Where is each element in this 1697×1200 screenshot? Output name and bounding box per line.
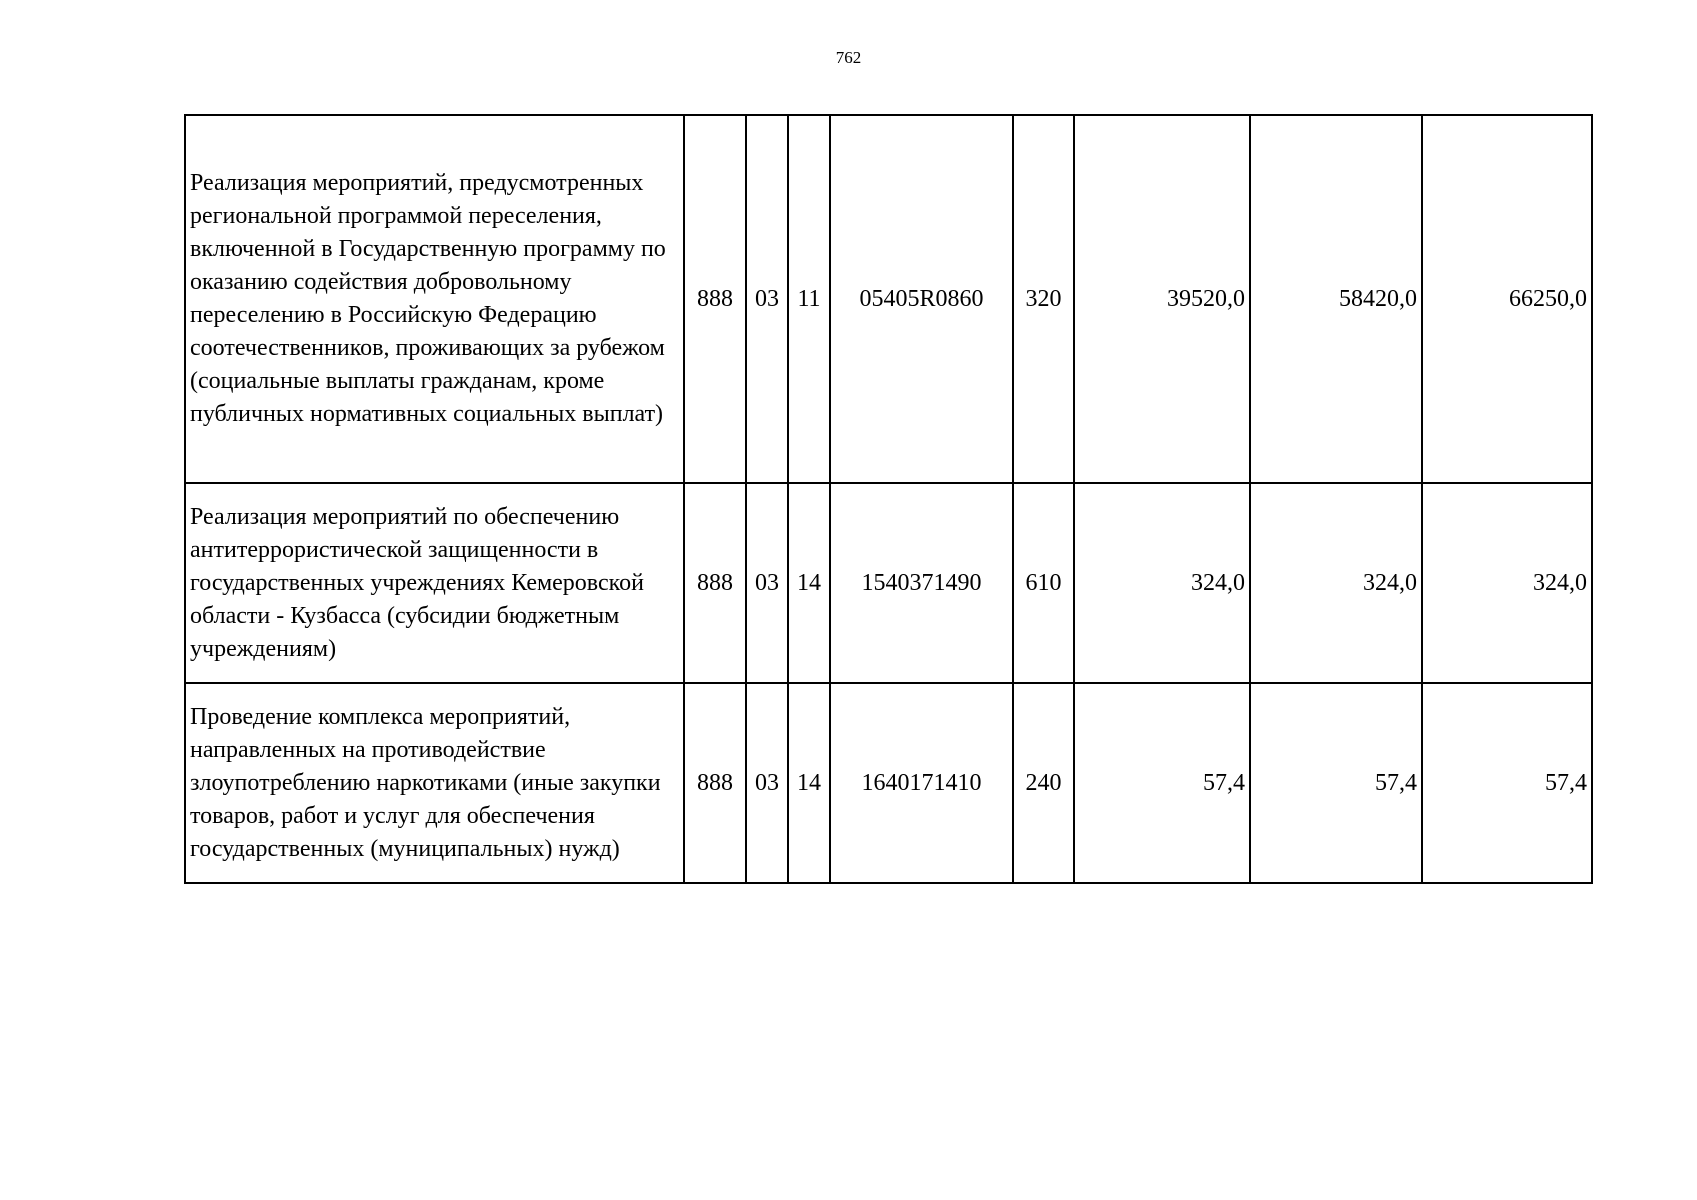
amount-year-2-cell: 57,4 (1250, 683, 1422, 883)
budget-table (184, 114, 1593, 884)
section-code-cell: 03 (746, 115, 788, 483)
page-number: 762 (835, 48, 862, 67)
expense-type-cell: 240 (1013, 683, 1074, 883)
ministry-code-cell: 888 (684, 683, 746, 883)
amount-year-3-cell: 66250,0 (1422, 115, 1592, 483)
table-row (185, 483, 1592, 683)
subsection-code-cell: 14 (788, 683, 830, 883)
amount-year-1-cell: 39520,0 (1074, 115, 1250, 483)
table-row (185, 683, 1592, 883)
target-article-cell: 1540371490 (830, 483, 1013, 683)
amount-year-1-cell: 57,4 (1074, 683, 1250, 883)
amount-year-2-cell: 58420,0 (1250, 115, 1422, 483)
table-row (185, 115, 1592, 483)
expense-name-cell: Реализация мероприятий по обеспечению антитеррористической защищенности в государственных учреждениях Кемеровской области - Кузбасса (субсидии бюджетным учреждениям) (185, 483, 684, 683)
ministry-code-cell: 888 (684, 115, 746, 483)
section-code-cell: 03 (746, 483, 788, 683)
amount-year-1-cell: 324,0 (1074, 483, 1250, 683)
section-code-cell: 03 (746, 683, 788, 883)
amount-year-3-cell: 324,0 (1422, 483, 1592, 683)
target-article-cell: 05405R0860 (830, 115, 1013, 483)
subsection-code-cell: 14 (788, 483, 830, 683)
amount-year-3-cell: 57,4 (1422, 683, 1592, 883)
expense-type-cell: 320 (1013, 115, 1074, 483)
expense-type-cell: 610 (1013, 483, 1074, 683)
target-article-cell: 1640171410 (830, 683, 1013, 883)
expense-name-cell: Реализация мероприятий, предусмотренных региональной программой переселения, включенной в Государственную программу по оказанию содействия добровольному переселению в Российскую Федерацию соотечественников, проживающих за рубежом (социальные выплаты гражданам, кроме публичных нормативных социальных выплат) (185, 115, 684, 483)
expense-name-cell: Проведение комплекса мероприятий, направленных на противодействие злоупотреблению наркотиками (иные закупки товаров, работ и услуг для обеспечения государственных (муниципальных) нужд) (185, 683, 684, 883)
amount-year-2-cell: 324,0 (1250, 483, 1422, 683)
ministry-code-cell: 888 (684, 483, 746, 683)
subsection-code-cell: 11 (788, 115, 830, 483)
